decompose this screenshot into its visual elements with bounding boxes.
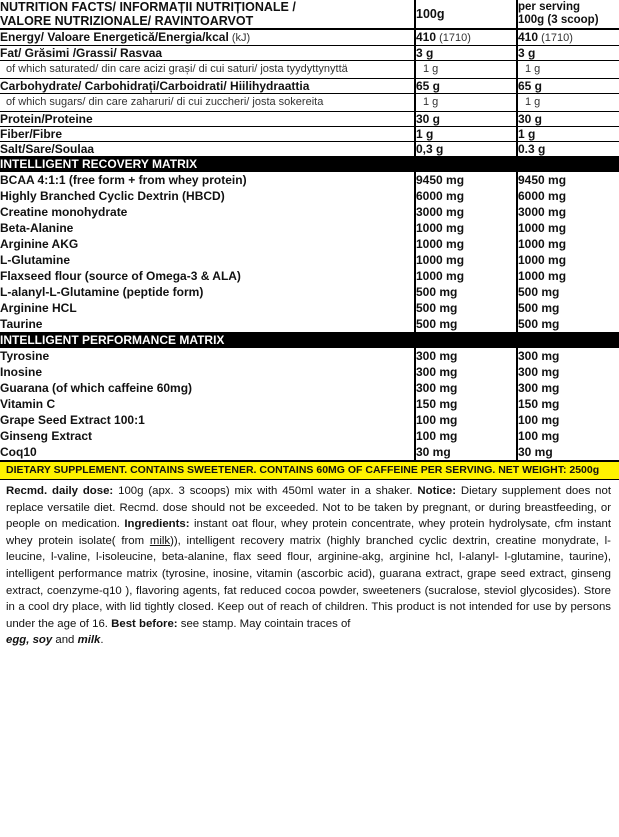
ingredient-name: L-alanyl-L-Glutamine (peptide form) <box>0 285 204 299</box>
nutrient-name: Fiber/Fibre <box>0 127 415 142</box>
ingredient-value-100g: 6000 mg <box>415 188 517 204</box>
table-row <box>0 46 619 61</box>
allergen-egg-soy: egg, soy <box>6 634 53 647</box>
ingredient-value-100g: 300 mg <box>415 364 517 380</box>
table-row <box>0 380 619 396</box>
notice-label: Notice: <box>417 485 456 497</box>
ingredient-name: Beta-Alanine <box>0 221 74 235</box>
ingredient-name: Highly Branched Cyclic Dextrin (HBCD) <box>0 189 225 203</box>
table-row <box>0 79 619 94</box>
allergen-joiner: and <box>52 634 78 647</box>
nutrient-value-100g: 1 g <box>415 94 517 112</box>
ingredient-value-serving: 500 mg <box>517 300 619 316</box>
nutrient-value-serving: 0.3 g <box>517 142 619 157</box>
table-row <box>0 188 619 204</box>
value-suffix: (1710) <box>538 32 573 44</box>
nutrient-name-text: Energy/ Valoare Energetică/Energia/kcal <box>0 30 229 44</box>
column-header-100g: 100g <box>415 0 517 29</box>
ingredient-value-100g: 1000 mg <box>415 252 517 268</box>
table-row <box>0 444 619 461</box>
value-text: 410 <box>518 30 539 44</box>
table-row <box>0 316 619 333</box>
table-title-line1: NUTRITION FACTS/ INFORMAȚII NUTRIȚIONALE / <box>0 0 296 14</box>
matrix-header-spacer-a <box>415 157 517 172</box>
nutrient-value-100g <box>415 29 517 46</box>
ingredients-text-1: instant oat flour, whey protein concentrate, whey protein hydrolysate, cfm instant whey protein isolate( from <box>6 518 611 547</box>
table-row <box>0 204 619 220</box>
ingredient-value-serving: 1000 mg <box>517 252 619 268</box>
nutrient-value-100g: 1 g <box>415 127 517 142</box>
allergen-milk: milk <box>77 634 101 647</box>
matrix-header-recovery <box>0 157 619 172</box>
ingredient-name: Coq10 <box>0 444 415 461</box>
ingredient-name: Creatine monohydrate <box>0 205 128 219</box>
nutrient-name <box>0 29 415 46</box>
ingredient-value-100g: 1000 mg <box>415 268 517 284</box>
table-row <box>0 94 619 112</box>
matrix-header-spacer-b <box>517 157 619 172</box>
ingredient-value-100g: 500 mg <box>415 300 517 316</box>
ingredient-value-100g: 1000 mg <box>415 236 517 252</box>
nutrient-value-100g: 65 g <box>415 79 517 94</box>
table-row <box>0 396 619 412</box>
ingredient-name: Tyrosine <box>0 349 50 363</box>
table-row <box>0 364 619 380</box>
ingredient-value-100g: 30 mg <box>415 444 517 461</box>
ingredient-name: Ginseng Extract <box>0 429 93 443</box>
table-row <box>0 61 619 79</box>
ingredient-value-100g: 100 mg <box>415 428 517 444</box>
ingredients-label: Ingredients: <box>124 518 190 531</box>
notice-text: Dietary supplement does not replace versatile diet. Recmd. dose should not be exceeded. Not to be taken by pregnant, or during breastfeeding, or people on medication. <box>6 485 611 531</box>
ingredient-value-100g: 9450 mg <box>415 172 517 189</box>
table-row <box>0 268 619 284</box>
nutrient-value-serving: 30 g <box>517 112 619 127</box>
matrix-header-spacer-b <box>517 333 619 348</box>
nutrient-value-serving: 1 g <box>517 127 619 142</box>
ingredient-name: Inosine <box>0 365 43 379</box>
table-row <box>0 127 619 142</box>
table-title-line2: VALORE NUTRIZIONALE/ RAVINTOARVOT <box>0 14 254 28</box>
ingredient-value-serving: 1000 mg <box>517 268 619 284</box>
ingredient-value-serving: 3000 mg <box>517 204 619 220</box>
ingredient-name: Grape Seed Extract 100:1 <box>0 413 145 427</box>
ingredient-value-100g: 300 mg <box>415 348 517 365</box>
matrix-header-spacer-a <box>415 333 517 348</box>
ingredient-value-serving: 9450 mg <box>517 172 619 189</box>
ingredients-text-2: )), intelligent recovery matrix (highly branched cyclic dextrin, creatine monydrate, l-leucine, l-valine, l-isoleucine, beta-alanine, flax seed flour, arginine-akg, arginine hcl, l-alanyl- l-glutamine, taurine), intelligent performance matrix (tyrosine, inosine, vitamin (ascorbic acid), guarana extract, grape seed extract, ginseng extract, coenzyme-q10 ), flavoring agents, fat reduced cocoa powder, sweeteners (sucralose, steviol glycosides). Store in a cool dry place, with lid tightly closed. Keep out of reach of children. This product is not intended for use by persons under the age of 16. <box>6 534 611 630</box>
ingredient-value-serving: 300 mg <box>517 364 619 380</box>
recmd-dose-text: 100g (apx. 3 scoops) mix with 450ml water in a shaker. <box>113 485 418 497</box>
ingredient-name: L-Glutamine <box>0 253 71 267</box>
best-before-text: see stamp. May cointain traces of <box>177 617 351 630</box>
ingredient-value-serving: 30 mg <box>517 444 619 461</box>
table-row <box>0 236 619 252</box>
ingredient-value-100g: 150 mg <box>415 396 517 412</box>
table-title-cell <box>0 0 415 29</box>
ingredient-name: Guarana (of which caffeine 60mg) <box>0 381 193 395</box>
ingredient-name: Arginine AKG <box>0 237 79 251</box>
nutrient-name: of which saturated/ din care acizi grași/ di cui saturi/ josta tyydyttynyttä <box>0 61 415 79</box>
matrix-title: INTELLIGENT RECOVERY MATRIX <box>0 157 415 172</box>
ingredient-value-serving: 100 mg <box>517 412 619 428</box>
nutrient-name: Salt/Sare/Soulaa <box>0 142 415 157</box>
warning-banner: DIETARY SUPPLEMENT. CONTAINS SWEETENER. CONTAINS 60MG OF CAFFEINE PER SERVING. NET WEIGHT: 2500g <box>0 461 619 480</box>
ingredients-paragraph <box>0 480 619 632</box>
table-row <box>0 112 619 127</box>
table-header-row <box>0 0 619 29</box>
table-row <box>0 172 619 189</box>
nutrient-value-serving: 3 g <box>517 46 619 61</box>
table-row <box>0 220 619 236</box>
nutrient-value-serving: 1 g <box>517 94 619 112</box>
ingredient-name: Vitamin C <box>0 397 56 411</box>
table-row <box>0 428 619 444</box>
table-row <box>0 412 619 428</box>
ingredient-value-serving: 1000 mg <box>517 220 619 236</box>
table-row <box>0 142 619 157</box>
ingredient-value-100g: 300 mg <box>415 380 517 396</box>
nutrient-name-suffix: (kJ) <box>228 32 251 44</box>
ingredient-value-serving: 1000 mg <box>517 236 619 252</box>
per-serving-line2: 100g (3 scoop) <box>518 14 599 26</box>
ingredient-name: Flaxseed flour (source of Omega-3 & ALA) <box>0 269 241 283</box>
ingredient-value-serving: 500 mg <box>517 316 619 333</box>
recmd-dose-label: Recmd. daily dose: <box>6 485 114 497</box>
nutrient-value-serving: 65 g <box>517 79 619 94</box>
nutrient-value-100g: 1 g <box>415 61 517 79</box>
ingredient-value-serving: 500 mg <box>517 284 619 300</box>
nutrient-name: Fat/ Grăsimi /Grassi/ Rasvaa <box>0 46 415 61</box>
table-row <box>0 252 619 268</box>
ingredient-value-serving: 300 mg <box>517 348 619 365</box>
allergen-end: . <box>100 634 104 647</box>
value-text: 410 <box>416 30 437 44</box>
allergen-milk-inline: milk <box>149 534 171 547</box>
ingredient-value-100g: 1000 mg <box>415 220 517 236</box>
ingredient-name: Arginine HCL <box>0 301 77 315</box>
nutrient-name: of which sugars/ din care zaharuri/ di cui zuccheri/ josta sokereita <box>0 94 415 112</box>
table-row <box>0 284 619 300</box>
ingredient-value-serving: 100 mg <box>517 428 619 444</box>
nutrient-value-serving: 1 g <box>517 61 619 79</box>
ingredient-value-100g: 500 mg <box>415 284 517 300</box>
ingredient-value-100g: 100 mg <box>415 412 517 428</box>
nutrient-value-serving <box>517 29 619 46</box>
ingredient-value-serving: 6000 mg <box>517 188 619 204</box>
table-row <box>0 29 619 46</box>
nutrient-value-100g: 3 g <box>415 46 517 61</box>
nutrient-value-100g: 0,3 g <box>415 142 517 157</box>
value-suffix: (1710) <box>436 32 471 44</box>
ingredient-name: Taurine <box>0 316 415 333</box>
allergen-line <box>0 632 619 649</box>
ingredient-name: BCAA 4:1:1 (free form + from whey protein) <box>0 173 247 187</box>
table-row <box>0 300 619 316</box>
best-before-label: Best before: <box>111 617 178 630</box>
nutrient-name: Protein/Proteine <box>0 112 415 127</box>
per-serving-line1: per serving <box>518 1 580 13</box>
table-row <box>0 348 619 365</box>
column-header-per-serving <box>517 0 619 29</box>
nutrient-name: Carbohydrate/ Carbohidrați/Carboidrati/ Hiilihydraattia <box>0 79 415 94</box>
ingredient-value-serving: 150 mg <box>517 396 619 412</box>
nutrient-value-100g: 30 g <box>415 112 517 127</box>
ingredient-value-100g: 3000 mg <box>415 204 517 220</box>
ingredient-value-100g: 500 mg <box>415 316 517 333</box>
matrix-header-performance <box>0 333 619 348</box>
matrix-title: INTELLIGENT PERFORMANCE MATRIX <box>0 333 415 348</box>
ingredient-value-serving: 300 mg <box>517 380 619 396</box>
